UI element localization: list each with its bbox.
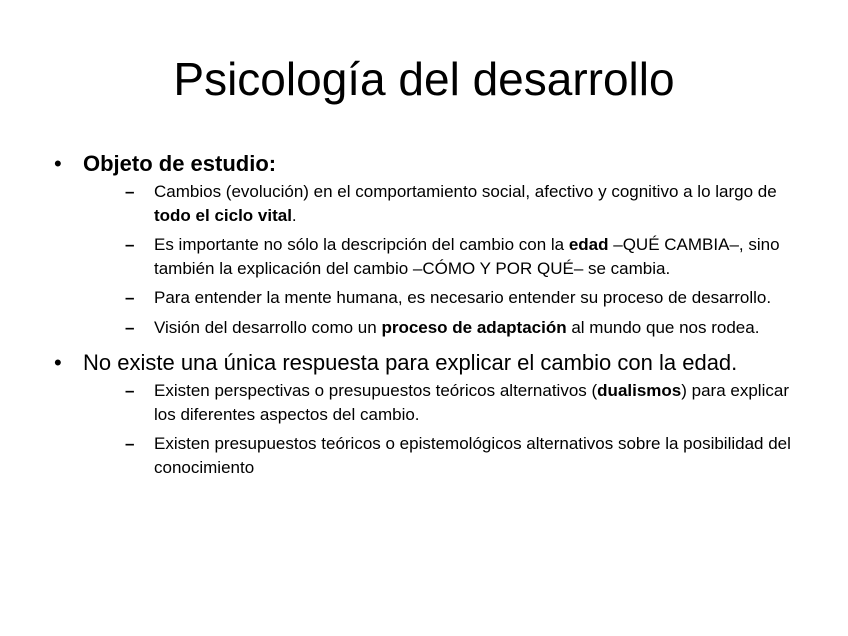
bullet-heading-bold: Objeto de estudio: [83,151,277,176]
bullet-item-objeto [50,150,810,339]
dash-marker: – [125,434,135,453]
bullet-item-respuesta [50,349,810,479]
sub-item-text: Es importante no sólo la descripción del cambio con la [154,235,569,254]
dash-marker: – [125,288,135,307]
sub-list [83,379,810,479]
sub-item-text: Existen presupuestos teóricos o epistemológicos alternativos sobre la posibilidad del conocimiento [154,434,791,477]
sub-item [83,432,810,479]
sub-item-text: Visión del desarrollo como un [154,317,382,337]
sub-item-text: Para entender la mente humana, es necesario entender su proceso de desarrollo. [154,288,772,307]
sub-item-text: ) para explicar los diferentes aspectos del cambio. [154,381,789,424]
bullet-heading: No existe una única respuesta para explicar el cambio con la edad. [83,350,738,375]
sub-item-bold: dualismos [597,381,682,400]
bullet-marker: • [54,151,62,176]
bullet-heading [83,150,810,177]
sub-item-bold: todo el ciclo vital [154,205,292,225]
dash-marker: – [125,381,135,400]
sub-item [83,180,810,227]
slide-content [50,150,810,479]
dash-marker: – [125,235,135,254]
sub-item-bold: proceso de adaptación [381,317,567,337]
sub-item-bold: edad [568,235,609,254]
sub-item [83,316,810,340]
sub-item-text: . [291,205,297,225]
sub-item [83,233,810,280]
sub-item-text: Existen perspectivas o presupuestos teóricos alternativos ( [154,381,598,400]
sub-item [83,379,810,426]
slide-title: Psicología del desarrollo [173,53,675,105]
bullet-marker: • [54,350,62,375]
dash-marker: – [125,182,135,201]
sub-item [83,286,810,310]
dash-marker: – [125,317,135,337]
sub-list [83,180,810,339]
sub-item-text: al mundo que nos rodea. [566,317,760,337]
sub-item-text: Cambios (evolución) en el comportamiento social, afectivo y cognitivo a lo largo de [154,182,777,201]
sub-item-text: –QUÉ CAMBIA–, sino también la explicación del cambio –CÓMO Y POR QUÉ– se cambia. [154,235,780,278]
